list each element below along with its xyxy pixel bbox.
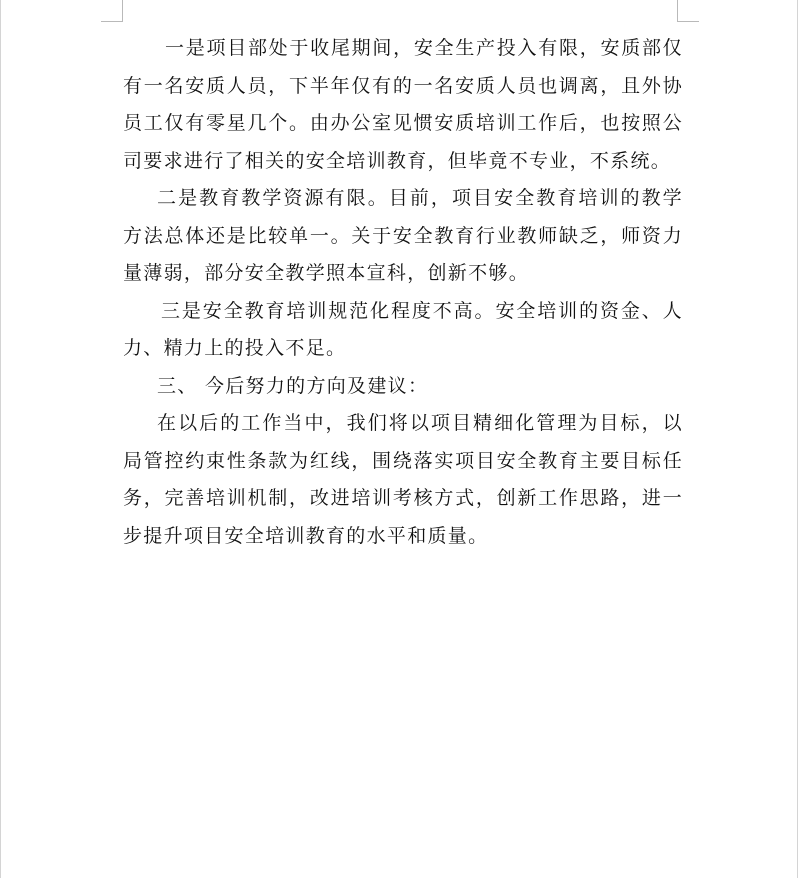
- paragraph-3: 三是安全教育培训规范化程度不高。安全培训的资金、人力、精力上的投入不足。: [123, 299, 683, 359]
- paragraph-2: 二是教育教学资源有限。目前，项目安全教育培训的教学方法总体还是比较单一。关于安全教育行业教师缺乏，师资力量薄弱，部分安全教学照本宣科，创新不够。: [123, 187, 683, 284]
- margin-corner-mark-right: [677, 0, 699, 22]
- paragraph-4: 在以后的工作当中，我们将以项目精细化管理为目标，以局管控约束性条款为红线，围绕落实项目安全教育主要目标任务，完善培训机制，改进培训考核方式，创新工作思路，进一步提升项目安全培训教育的水平和质量。: [123, 412, 683, 547]
- document-body[interactable]: [123, 30, 683, 555]
- section-heading: 三、 今后努力的方向及建议：: [157, 374, 429, 397]
- paragraph-1: 一是项目部处于收尾期间，安全生产投入有限，安质部仅有一名安质人员，下半年仅有的一名安质人员也调离，且外协员工仅有零星几个。由办公室见惯安质培训工作后，也按照公司要求进行了相关的安全培训教育，但毕竟不专业，不系统。: [123, 37, 683, 172]
- margin-corner-mark-left: [101, 0, 123, 22]
